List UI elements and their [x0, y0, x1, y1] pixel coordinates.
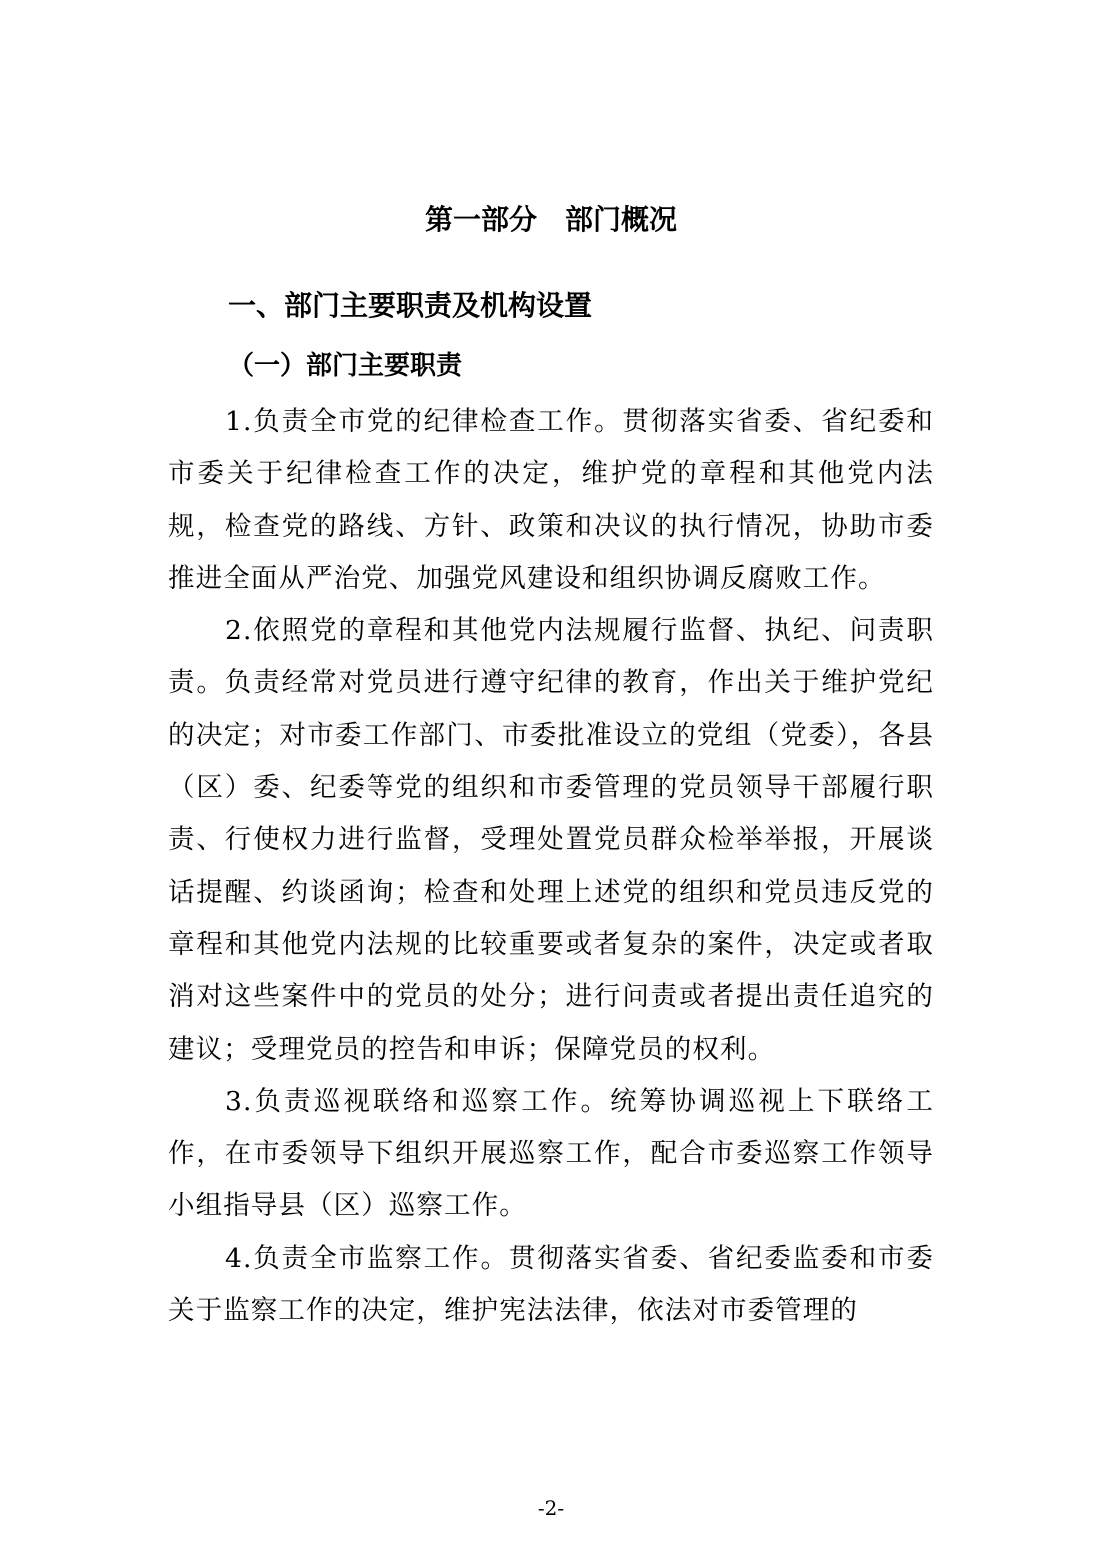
- paragraph-1: 1.负责全市党的纪律检查工作。贯彻落实省委、省纪委和市委关于纪律检查工作的决定，维护党的章程和其他党内法规，检查党的路线、方针、政策和决议的执行情况，协助市委推进全面从严治党、加强党风建设和组织协调反腐败工作。: [168, 406, 934, 594]
- paragraph-3: 3.负责巡视联络和巡察工作。统筹协调巡视上下联络工作，在市委领导下组织开展巡察工作，配合市委巡察工作领导小组指导县（区）巡察工作。: [168, 1085, 934, 1222]
- paragraph-4: 4.负责全市监察工作。贯彻落实省委、省纪委监委和市委关于监察工作的决定，维护宪法法律，依法对市委管理的: [168, 1242, 934, 1327]
- paragraph-2: 2.依照党的章程和其他党内法规履行监督、执纪、问责职责。负责经常对党员进行遵守纪律的教育，作出关于维护党纪的决定；对市委工作部门、市委批准设立的党组（党委），各县（区）委、纪委等党的组织和市委管理的党员领导干部履行职责、行使权力进行监督，受理处置党员群众检举举报，开展谈话提醒、约谈函询；检查和处理上述党的组织和党员违反党的章程和其他党内法规的比较重要或者复杂的案件，决定或者取消对这些案件中的党员的处分；进行问责或者提出责任追究的建议；受理党员的控告和申诉；保障党员的权利。: [168, 615, 934, 1065]
- subsection-heading: （一）部门主要职责: [228, 351, 463, 381]
- part-title: 第一部分 部门概况: [424, 203, 677, 236]
- section-heading: 一、部门主要职责及机构设置: [228, 289, 593, 322]
- body-text: [168, 396, 934, 1337]
- page-number: -2-: [537, 1496, 565, 1520]
